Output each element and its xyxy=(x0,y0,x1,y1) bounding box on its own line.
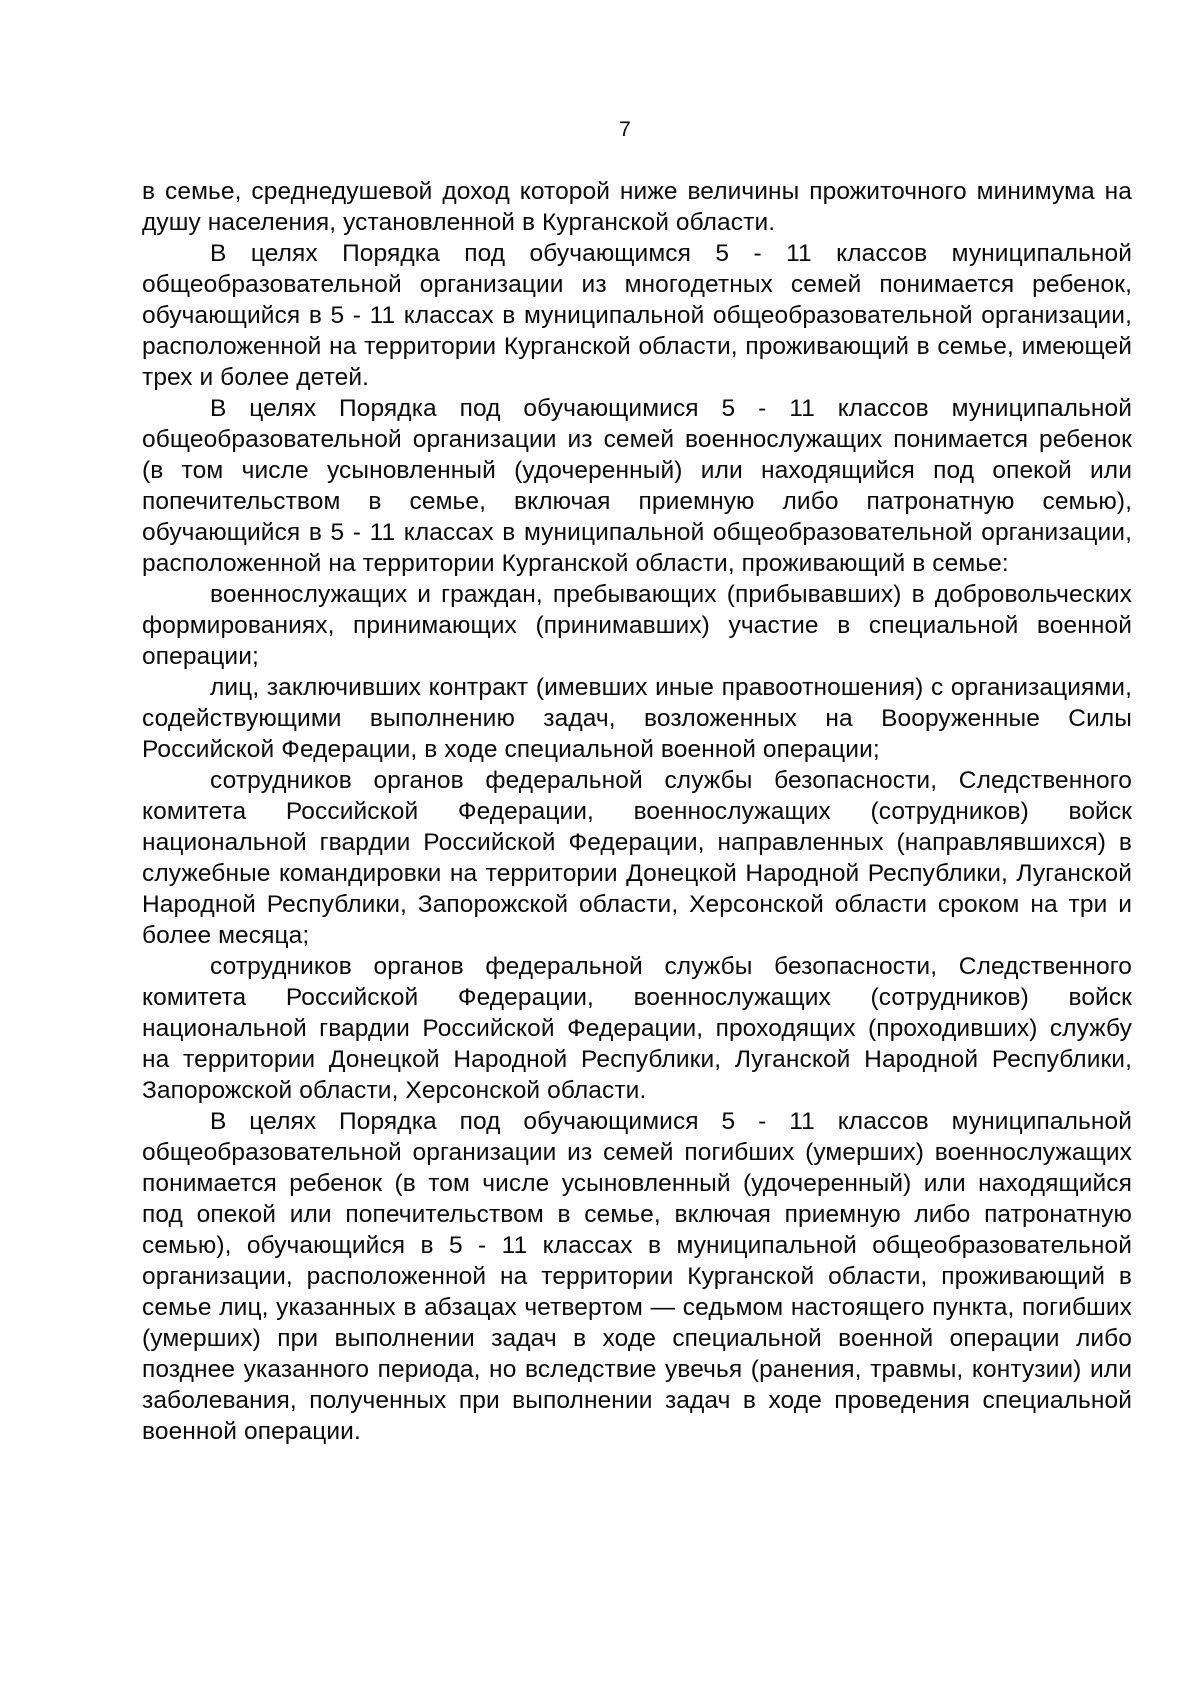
paragraph-fallen-families: В целях Порядка под обучающимися 5 - 11 классов муниципальной общеобразовательной организации из семей погибших (умерших) военнослужащих понимается ребенок (в том числе усыновленный (удочеренный) или находящийся под опекой или попечительством в семье, включая приемную либо патронатную семью), обучающийся в 5 - 11 классах в муниципальной общеобразовательной организации, расположенной на территории Курганской области, проживающий в семье лиц, указанных в абзацах четвертом — седьмом настоящего пункта, погибших (умерших) при выполнении задач в ходе специальной военной операции либо позднее указанного периода, но вследствие увечья (ранения, травмы, контузии) или заболевания, полученных при выполнении задач в ходе проведения специальной военной операции. xyxy=(142,1108,1132,1445)
paragraph-large-families: В целях Порядка под обучающимся 5 - 11 классов муниципальной общеобразовательной организации из многодетных семей понимается ребенок, обучающийся в 5 - 11 классах в муниципальной общеобразовательной организации, расположенной на территории Курганской области, проживающий в семье, имеющей трех и более детей. xyxy=(142,240,1132,391)
paragraph-income-definition: в семье, среднедушевой доход которой ниже величины прожиточного минимума на душу населения, установленной в Курганской области. xyxy=(142,178,1132,236)
document-body xyxy=(142,176,1132,1447)
page-number: 7 xyxy=(619,118,631,141)
paragraph-officers-service: сотрудников органов федеральной службы безопасности, Следственного комитета Российской Федерации, военнослужащих (сотрудников) войск национальной гвардии Российской Федерации, проходящих (проходивших) службу на территории Донецкой Народной Республики, Луганской Народной Республики, Запорожской области, Херсонской области. xyxy=(142,953,1132,1104)
paragraph-contractors: лиц, заключивших контракт (имевших иные правоотношения) с организациями, содействующими выполнению задач, возложенных на Вооруженные Силы Российской Федерации, в ходе специальной военной операции; xyxy=(142,674,1132,763)
paragraph-officers-business-trips: сотрудников органов федеральной службы безопасности, Следственного комитета Российской Федерации, военнослужащих (сотрудников) войск национальной гвардии Российской Федерации, направленных (направлявшихся) в служебные командировки на территории Донецкой Народной Республики, Луганской Народной Республики, Запорожской области, Херсонской области сроком на три и более месяца; xyxy=(142,767,1132,949)
paragraph-military-families: В целях Порядка под обучающимися 5 - 11 классов муниципальной общеобразовательной организации из семей военнослужащих понимается ребенок (в том числе усыновленный (удочеренный) или находящийся под опекой или попечительством в семье, включая приемную либо патронатную семью), обучающийся в 5 - 11 классах в муниципальной общеобразовательной организации, расположенной на территории Курганской области, проживающий в семье: xyxy=(142,395,1132,577)
paragraph-volunteers: военнослужащих и граждан, пребывающих (прибывавших) в добровольческих формированиях, принимающих (принимавших) участие в специальной военной операции; xyxy=(142,581,1132,670)
